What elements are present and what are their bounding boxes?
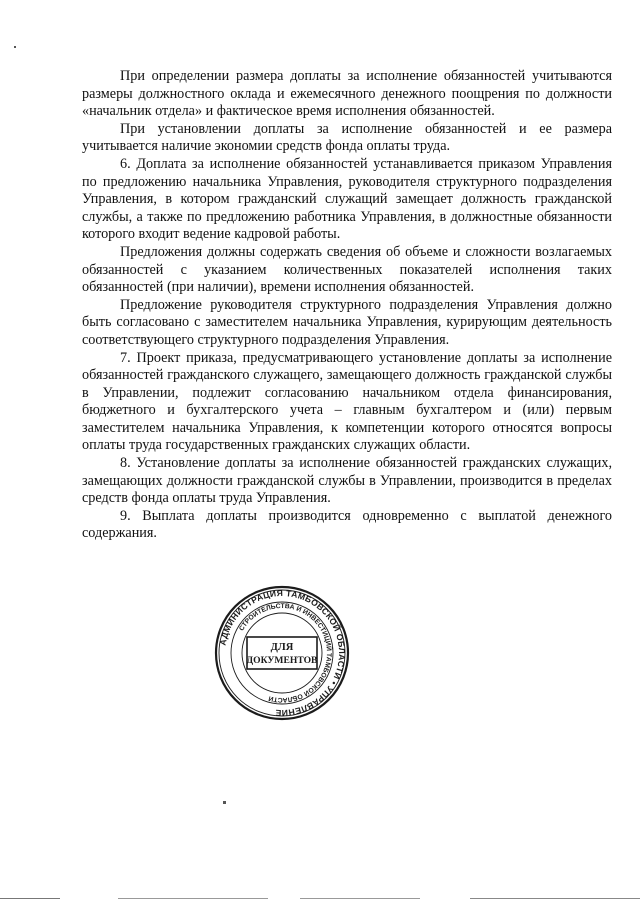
paragraph-proposal-approval: Предложение руководителя структурного подразделения Управления должно быть согласовано с заместителем начальника Управления, курирующим деятельность соответствующего структурного подразделения Управления. bbox=[82, 296, 612, 348]
scan-edge-mark bbox=[470, 898, 640, 899]
document-body bbox=[82, 68, 612, 543]
scan-edge-mark bbox=[300, 898, 420, 899]
paragraph-item-6: 6. Доплата за исполнение обязанностей устанавливается приказом Управления по предложению начальника Управления, руководителя структурного подразделения Управления, в котором гражданский служащий замещает должность гражданской службы, а также по предложению работника Управления, в должностные обязанности которого входит ведение кадровой работы. bbox=[82, 155, 612, 243]
scan-dot bbox=[14, 46, 16, 48]
stamp-inner-ring bbox=[242, 613, 322, 693]
paragraph-item-8: 8. Установление доплаты за исполнение обязанностей гражданских служащих, замещающих должности гражданской службы в Управлении, производится в пределах средств фонда оплаты труда Управления. bbox=[82, 455, 612, 507]
paragraph-payroll-savings: При установлении доплаты за исполнение обязанностей и ее размера учитывается наличие экономии средств фонда оплаты труда. bbox=[82, 120, 612, 155]
paragraph-item-7: 7. Проект приказа, предусматривающего установление доплаты за исполнение обязанностей гражданского служащего, замещающего должность гражданской службы в Управлении, подлежит согласованию начальником отдела финансирования, бюджетного и бухгалтерского учета – главным бухгалтером и (или) первым заместителем начальника Управления, к компетенции которого относятся вопросы оплаты труда государственных гражданских служащих области. bbox=[82, 349, 612, 454]
scan-edge-mark bbox=[118, 898, 268, 899]
stamp-center-line2: ДОКУМЕНТОВ bbox=[246, 655, 318, 666]
scan-dot bbox=[223, 801, 226, 804]
stamp-inner-text: СТРОИТЕЛЬСТВА И ИНВЕСТИЦИЙ ТАМБОВСКОЙ ОБЛАСТИ bbox=[238, 602, 333, 704]
stamp-outer-text: АДМИНИСТРАЦИЯ ТАМБОВСКОЙ ОБЛАСТИ • УПРАВЛЕНИЕ bbox=[217, 587, 348, 719]
paragraph-item-9: 9. Выплата доплаты производится одновременно с выплатой денежного содержания. bbox=[82, 507, 612, 542]
scan-edge-mark bbox=[0, 898, 60, 899]
paragraph-allowance-calculation: При определении размера доплаты за исполнение обязанностей учитываются размеры должностного оклада и ежемесячного денежного поощрения по должности «начальник отдела» и фактическое время исполнения обязанностей. bbox=[82, 68, 612, 120]
official-stamp bbox=[214, 585, 350, 721]
stamp-center-line1: ДЛЯ bbox=[270, 642, 294, 653]
paragraph-proposals-content: Предложения должны содержать сведения об объеме и сложности возлагаемых обязанностей с указанием количественных показателей исполнения таких обязанностей (при наличии), времени исполнения обязанностей. bbox=[82, 243, 612, 296]
